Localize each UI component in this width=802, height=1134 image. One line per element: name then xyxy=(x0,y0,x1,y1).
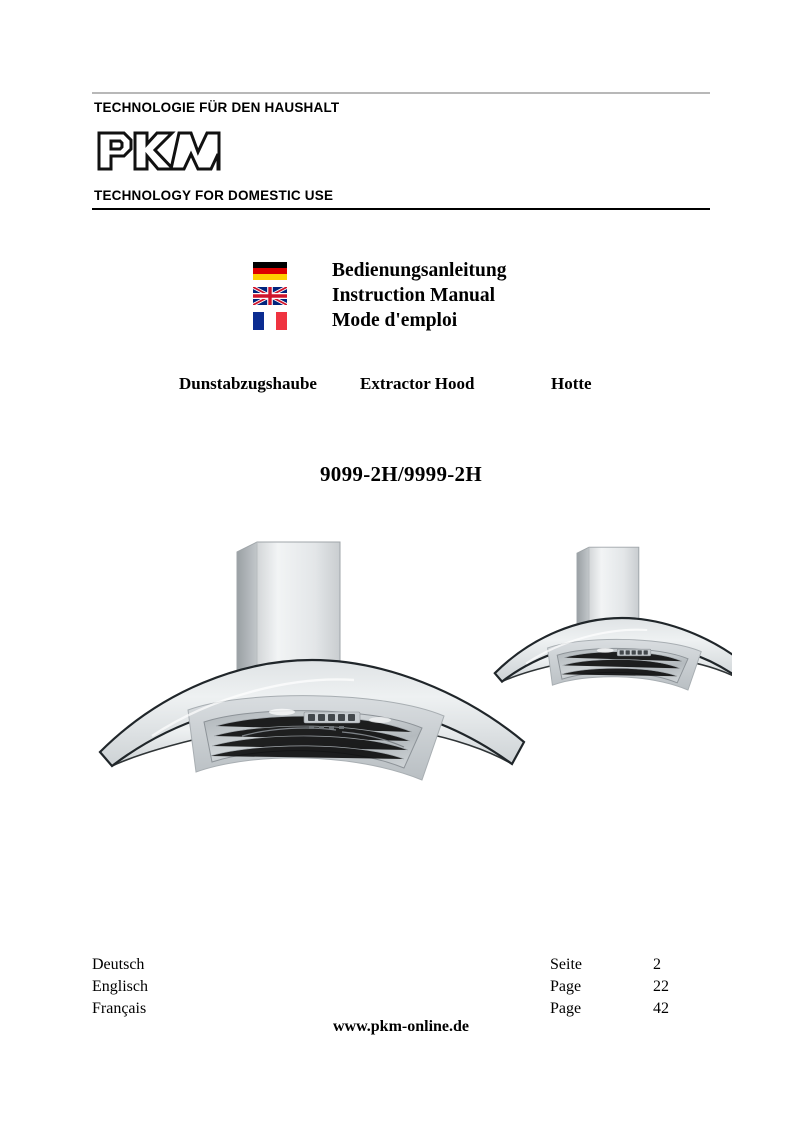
header-top-divider xyxy=(92,92,710,94)
page-label: Page xyxy=(550,978,582,995)
uk-flag xyxy=(253,287,287,305)
product-name-german: Dunstabzugshaube xyxy=(179,374,317,393)
language-name: Englisch xyxy=(92,978,148,995)
page-number: 22 xyxy=(653,978,669,995)
table-row xyxy=(92,954,710,976)
language-name: Français xyxy=(92,1000,147,1017)
french-flag-blue-band xyxy=(253,312,264,330)
table-row xyxy=(92,976,710,998)
manual-title-block xyxy=(253,258,673,333)
pkm-logo xyxy=(96,128,222,174)
tagline-german: TECHNOLOGIE FÜR DEN HAUSHALT xyxy=(94,100,340,115)
language-page-table xyxy=(92,954,710,1020)
header-bottom-divider xyxy=(92,208,710,210)
small-extractor-hood xyxy=(495,547,732,690)
website-url[interactable]: www.pkm-online.de xyxy=(332,1018,470,1035)
control-panel xyxy=(617,649,651,656)
title-german: Bedienungsanleitung xyxy=(332,259,507,281)
letterhead xyxy=(92,92,710,210)
title-french: Mode d'emploi xyxy=(332,309,458,331)
language-name: Deutsch xyxy=(92,956,145,973)
product-name-french: Hotte xyxy=(551,374,592,393)
page-label: Seite xyxy=(550,956,582,973)
french-flag-white-band xyxy=(264,312,275,330)
title-row-english xyxy=(253,283,673,308)
page-number: 2 xyxy=(653,956,661,973)
page-number: 42 xyxy=(653,1000,669,1017)
table-row xyxy=(92,998,710,1020)
page-label: Page xyxy=(550,1000,582,1017)
title-row-german xyxy=(253,258,673,283)
title-row-french xyxy=(253,308,673,333)
large-extractor-hood xyxy=(100,542,524,780)
german-flag xyxy=(253,262,287,280)
title-english: Instruction Manual xyxy=(332,284,496,306)
french-flag xyxy=(253,312,287,330)
tagline-english: TECHNOLOGY FOR DOMESTIC USE xyxy=(94,188,334,203)
extractor-hood-product-photo xyxy=(92,540,732,800)
french-flag-red-band xyxy=(276,312,287,330)
model-number: 9099-2H/9999-2H xyxy=(320,462,482,486)
product-name-english: Extractor Hood xyxy=(360,374,475,393)
